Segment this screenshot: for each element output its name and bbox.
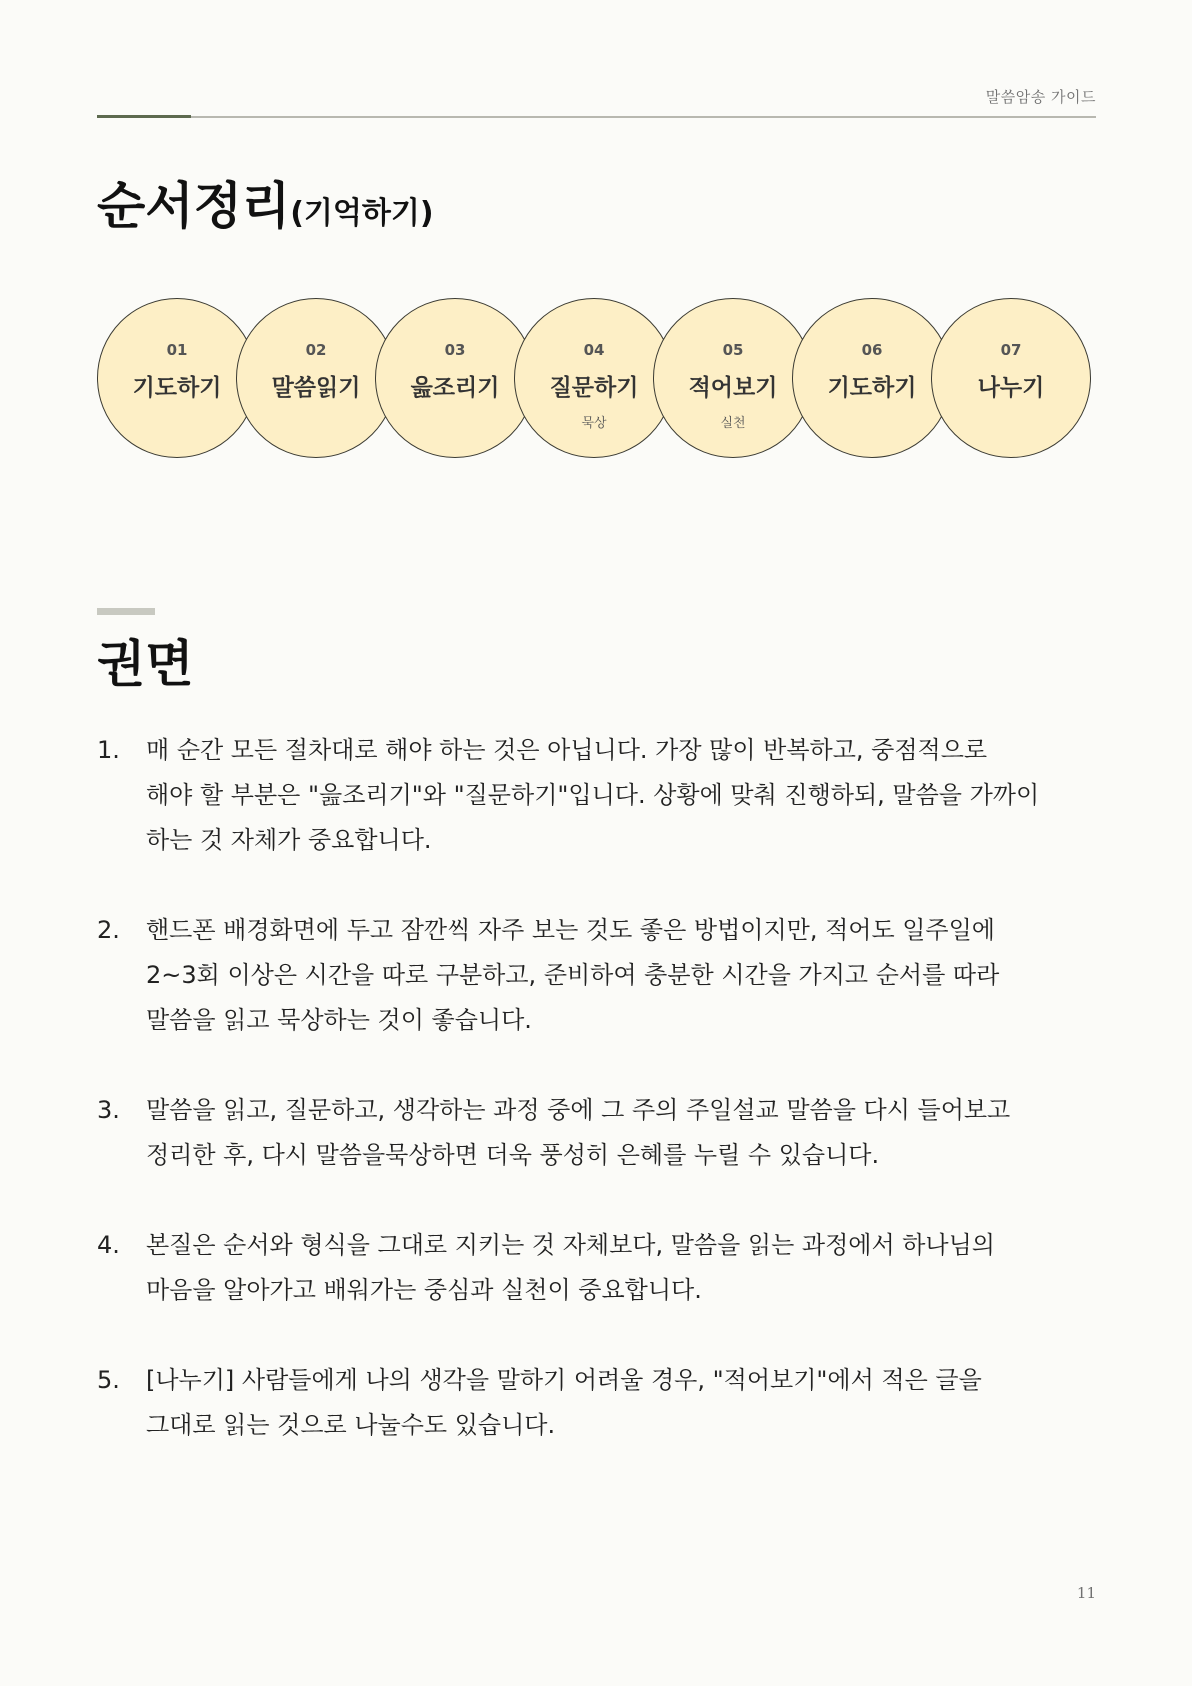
advice-item-number: 3. (97, 1096, 120, 1124)
advice-item-number: 5. (97, 1366, 120, 1394)
advice-item-line: 해야 할 부분은 "읊조리기"와 "질문하기"입니다. 상황에 맞춰 진행하되, 말씀을 가까이 (146, 781, 1040, 809)
advice-item-number: 1. (97, 736, 120, 764)
step-label: 적어보기 (688, 375, 778, 401)
step-circle (792, 298, 952, 458)
step-number: 07 (1000, 341, 1022, 359)
header-rule-accent (97, 115, 191, 118)
step-label: 기도하기 (132, 375, 222, 401)
step-label: 나누기 (977, 375, 1045, 401)
step-number: 05 (722, 341, 744, 359)
advice-accent-bar (97, 608, 155, 615)
advice-item-line: [나누기] 사람들에게 나의 생각을 말하기 어려울 경우, "적어보기"에서 적은 글을 (146, 1366, 982, 1394)
step-label: 읊조리기 (410, 375, 500, 401)
step-note: 실천 (720, 416, 746, 431)
advice-title: 권면 (97, 635, 194, 693)
advice-item-line: 그대로 읽는 것으로 나눌수도 있습니다. (146, 1411, 556, 1439)
step-label: 질문하기 (549, 375, 639, 401)
advice-item (97, 1223, 1087, 1313)
advice-item-number: 2. (97, 916, 120, 944)
step-number: 01 (166, 341, 188, 359)
advice-item-number: 4. (97, 1231, 120, 1259)
step-number: 06 (861, 341, 883, 359)
section-title (97, 176, 434, 244)
step-circle (514, 298, 674, 458)
advice-item (97, 1088, 1087, 1178)
step-circle (653, 298, 813, 458)
advice-list (97, 728, 1087, 1493)
step-number: 02 (305, 341, 327, 359)
step-number: 03 (444, 341, 466, 359)
advice-item-line: 매 순간 모든 절차대로 해야 하는 것은 아닙니다. 가장 많이 반복하고, 중점적으로 (146, 736, 988, 764)
advice-item-line: 정리한 후, 다시 말씀을묵상하면 더욱 풍성히 은혜를 누릴 수 있습니다. (146, 1141, 880, 1169)
step-circle (97, 298, 257, 458)
running-header: 말씀암송 가이드 (985, 88, 1096, 106)
step-circle (236, 298, 396, 458)
steps-diagram (97, 298, 1093, 462)
section-subtitle: (기억하기) (290, 196, 434, 231)
advice-item-line: 본질은 순서와 형식을 그대로 지키는 것 자체보다, 말씀을 읽는 과정에서 하나님의 (146, 1231, 995, 1259)
advice-item-line: 하는 것 자체가 중요합니다. (146, 826, 432, 854)
step-label: 말씀읽기 (271, 375, 361, 401)
advice-item (97, 728, 1087, 863)
advice-item-line: 마음을 알아가고 배워가는 중심과 실천이 중요합니다. (146, 1276, 702, 1304)
advice-item-line: 말씀을 읽고, 질문하고, 생각하는 과정 중에 그 주의 주일설교 말씀을 다시 들어보고 (146, 1096, 1011, 1124)
step-number: 04 (583, 341, 605, 359)
page-number: 11 (1076, 1584, 1096, 1602)
advice-item-line: 2~3회 이상은 시간을 따로 구분하고, 준비하여 충분한 시간을 가지고 순서를 따라 (146, 961, 1000, 989)
step-label: 기도하기 (827, 375, 917, 401)
step-circle (931, 298, 1091, 458)
advice-item (97, 908, 1087, 1043)
step-note: 묵상 (581, 416, 607, 431)
section-title-text: 순서정리 (97, 177, 291, 235)
step-circle (375, 298, 535, 458)
advice-item-line: 말씀을 읽고 묵상하는 것이 좋습니다. (146, 1006, 532, 1034)
header-rule (97, 116, 1096, 118)
advice-item-line: 핸드폰 배경화면에 두고 잠깐씩 자주 보는 것도 좋은 방법이지만, 적어도 일주일에 (146, 916, 995, 944)
advice-item (97, 1358, 1087, 1448)
